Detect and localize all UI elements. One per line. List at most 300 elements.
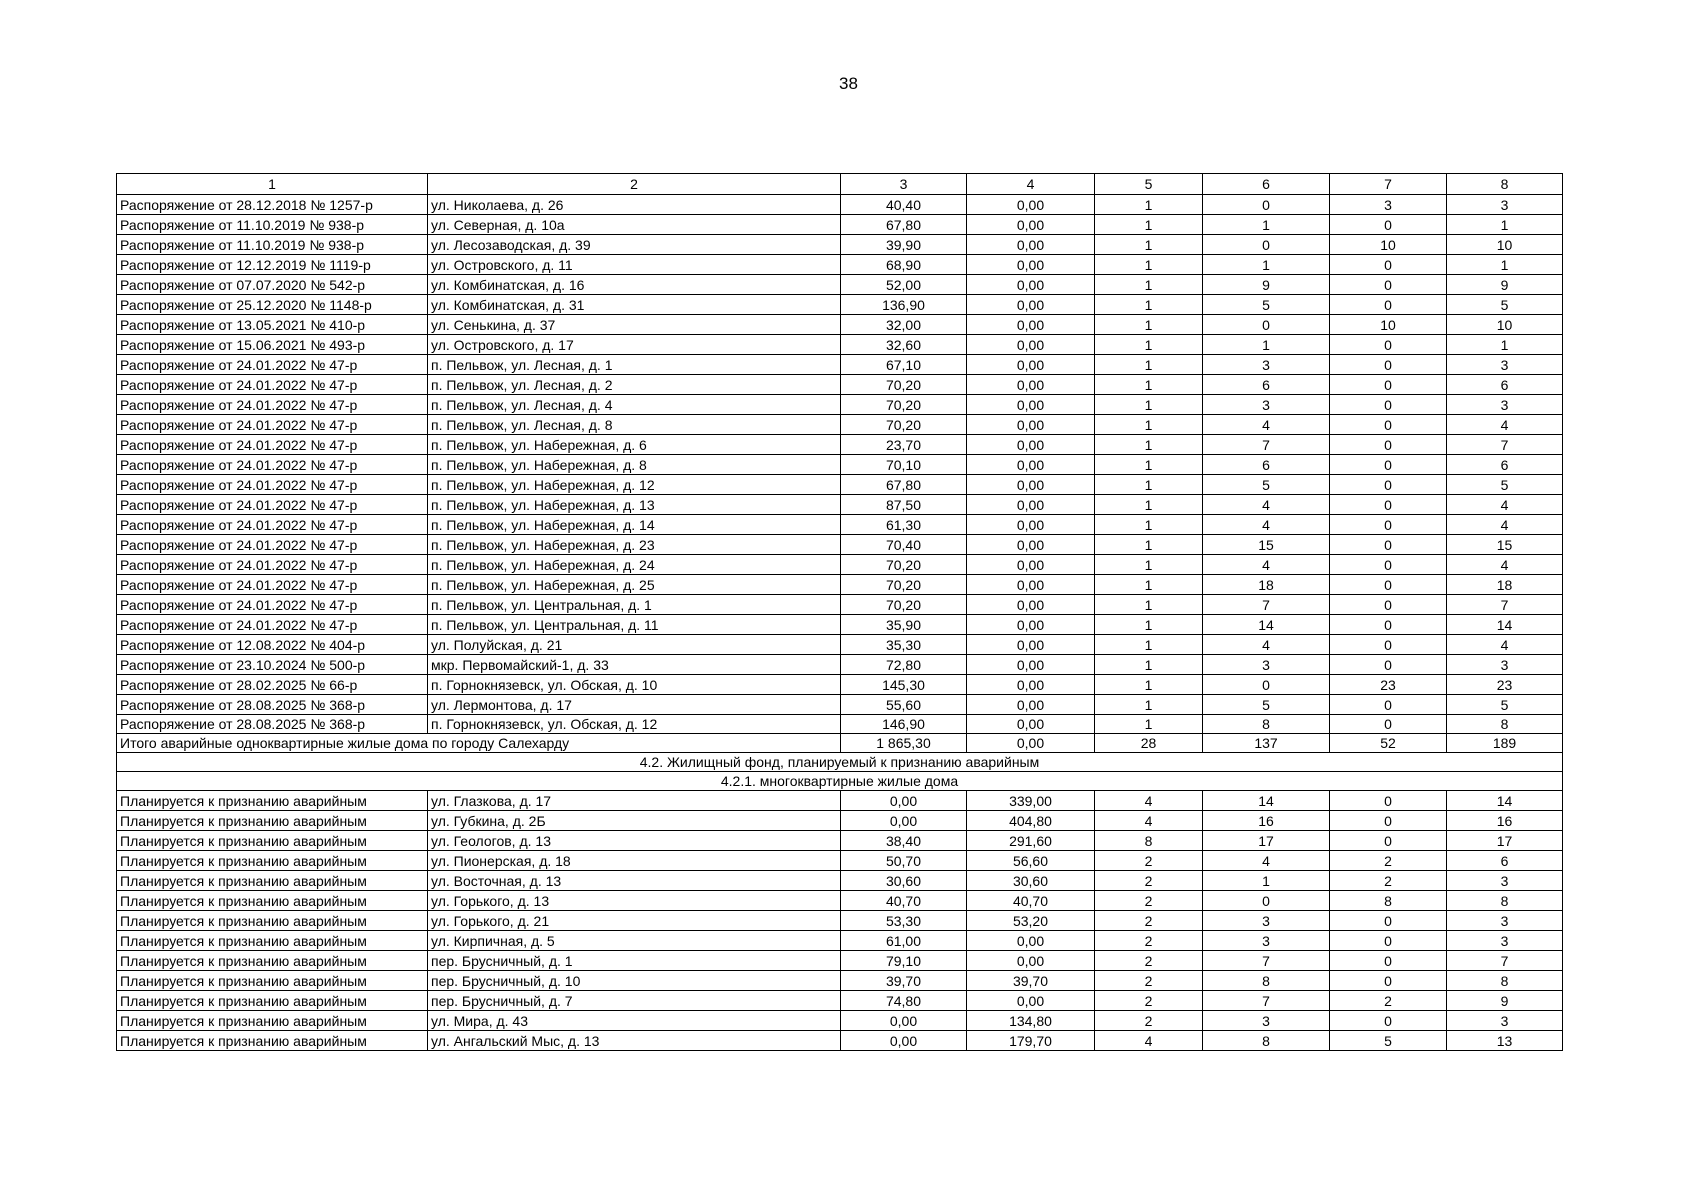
value-cell: 1 (1095, 575, 1203, 595)
address-cell: ул. Геологов, д. 13 (428, 831, 841, 851)
value-cell: 3 (1203, 395, 1330, 415)
value-cell: 0,00 (967, 655, 1095, 675)
basis-cell: Распоряжение от 28.12.2018 № 1257-р (117, 195, 428, 215)
basis-cell: Планируется к признанию аварийным (117, 971, 428, 991)
value-cell: 5 (1203, 295, 1330, 315)
value-cell: 3 (1447, 911, 1563, 931)
basis-cell: Планируется к признанию аварийным (117, 831, 428, 851)
value-cell: 4 (1203, 851, 1330, 871)
address-cell: ул. Островского, д. 11 (428, 255, 841, 275)
value-cell: 10 (1447, 235, 1563, 255)
value-cell: 52,00 (841, 275, 967, 295)
value-cell: 0 (1330, 635, 1447, 655)
value-cell: 0,00 (967, 595, 1095, 615)
value-cell: 1 (1095, 495, 1203, 515)
value-cell: 0 (1330, 435, 1447, 455)
value-cell: 0,00 (967, 295, 1095, 315)
value-cell: 0 (1330, 811, 1447, 831)
value-cell: 4 (1447, 415, 1563, 435)
value-cell: 0 (1330, 695, 1447, 715)
value-cell: 0 (1330, 595, 1447, 615)
basis-cell: Распоряжение от 15.06.2021 № 493-р (117, 335, 428, 355)
value-cell: 0,00 (967, 195, 1095, 215)
value-cell: 14 (1203, 615, 1330, 635)
basis-cell: Распоряжение от 24.01.2022 № 47-р (117, 615, 428, 635)
table-row (117, 615, 1563, 635)
value-cell: 0 (1330, 295, 1447, 315)
value-cell: 404,80 (967, 811, 1095, 831)
value-cell: 0,00 (967, 255, 1095, 275)
address-cell: п. Пельвож, ул. Набережная, д. 13 (428, 495, 841, 515)
value-cell: 0 (1330, 395, 1447, 415)
value-cell: 1 (1095, 235, 1203, 255)
value-cell: 0,00 (967, 991, 1095, 1011)
value-cell: 0,00 (967, 475, 1095, 495)
basis-cell: Планируется к признанию аварийным (117, 871, 428, 891)
value-cell: 8 (1447, 715, 1563, 734)
address-cell: п. Пельвож, ул. Центральная, д. 1 (428, 595, 841, 615)
value-cell: 1 (1095, 655, 1203, 675)
section-header-row (117, 753, 1563, 772)
value-cell: 35,90 (841, 615, 967, 635)
table-row (117, 435, 1563, 455)
table-row (117, 575, 1563, 595)
value-cell: 2 (1330, 871, 1447, 891)
basis-cell: Распоряжение от 24.01.2022 № 47-р (117, 575, 428, 595)
value-cell: 3 (1447, 195, 1563, 215)
value-cell: 3 (1447, 1011, 1563, 1031)
value-cell: 4 (1203, 635, 1330, 655)
value-cell: 23 (1447, 675, 1563, 695)
value-cell: 1 (1095, 675, 1203, 695)
value-cell: 0,00 (967, 635, 1095, 655)
table-row (117, 375, 1563, 395)
address-cell: п. Пельвож, ул. Набережная, д. 25 (428, 575, 841, 595)
value-cell: 1 (1447, 335, 1563, 355)
value-cell: 3 (1203, 911, 1330, 931)
basis-cell: Планируется к признанию аварийным (117, 891, 428, 911)
value-cell: 0 (1330, 215, 1447, 235)
value-cell: 2 (1330, 851, 1447, 871)
value-cell: 10 (1447, 315, 1563, 335)
table-row (117, 195, 1563, 215)
value-cell: 0,00 (967, 695, 1095, 715)
value-cell: 0,00 (841, 811, 967, 831)
basis-cell: Распоряжение от 24.01.2022 № 47-р (117, 515, 428, 535)
value-cell: 0,00 (967, 355, 1095, 375)
value-cell: 8 (1203, 971, 1330, 991)
basis-cell: Планируется к признанию аварийным (117, 1011, 428, 1031)
value-cell: 1 (1203, 335, 1330, 355)
table-row (117, 991, 1563, 1011)
value-cell: 8 (1095, 831, 1203, 851)
basis-cell: Планируется к признанию аварийным (117, 951, 428, 971)
value-cell: 0 (1203, 675, 1330, 695)
value-cell: 9 (1203, 275, 1330, 295)
value-cell: 0 (1330, 615, 1447, 635)
value-cell: 0 (1330, 515, 1447, 535)
table-row (117, 595, 1563, 615)
basis-cell: Распоряжение от 24.01.2022 № 47-р (117, 375, 428, 395)
value-cell: 53,20 (967, 911, 1095, 931)
value-cell: 10 (1330, 315, 1447, 335)
address-cell: п. Горнокнязевск, ул. Обская, д. 12 (428, 715, 841, 734)
basis-cell: Распоряжение от 24.01.2022 № 47-р (117, 475, 428, 495)
table-row (117, 675, 1563, 695)
value-cell: 0 (1203, 891, 1330, 911)
value-cell: 3 (1447, 395, 1563, 415)
address-cell: п. Пельвож, ул. Лесная, д. 4 (428, 395, 841, 415)
value-cell: 134,80 (967, 1011, 1095, 1031)
value-cell: 0,00 (967, 415, 1095, 435)
basis-cell: Распоряжение от 24.01.2022 № 47-р (117, 555, 428, 575)
value-cell: 70,20 (841, 575, 967, 595)
value-cell: 53,30 (841, 911, 967, 931)
section-title: 4.2. Жилищный фонд, планируемый к признанию аварийным (117, 753, 1563, 772)
basis-cell: Распоряжение от 12.08.2022 № 404-р (117, 635, 428, 655)
value-cell: 8 (1203, 715, 1330, 734)
value-cell: 1 (1095, 435, 1203, 455)
value-cell: 32,00 (841, 315, 967, 335)
value-cell: 8 (1447, 891, 1563, 911)
table-row (117, 635, 1563, 655)
value-cell: 5 (1447, 475, 1563, 495)
value-cell: 16 (1203, 811, 1330, 831)
subsection-title: 4.2.1. многоквартирные жилые дома (117, 772, 1563, 791)
value-cell: 2 (1095, 911, 1203, 931)
value-cell: 0 (1330, 831, 1447, 851)
value-cell: 7 (1447, 435, 1563, 455)
value-cell: 70,20 (841, 415, 967, 435)
basis-cell: Распоряжение от 24.01.2022 № 47-р (117, 435, 428, 455)
value-cell: 9 (1447, 275, 1563, 295)
value-cell: 179,70 (967, 1031, 1095, 1051)
column-number-header (117, 174, 1563, 195)
value-cell: 70,20 (841, 555, 967, 575)
column-header: 1 (117, 174, 428, 195)
value-cell: 0,00 (841, 791, 967, 811)
value-cell: 67,80 (841, 475, 967, 495)
value-cell: 7 (1203, 991, 1330, 1011)
value-cell: 10 (1330, 235, 1447, 255)
value-cell: 0 (1330, 375, 1447, 395)
value-cell: 3 (1447, 931, 1563, 951)
table-row (117, 891, 1563, 911)
address-cell: ул. Лесозаводская, д. 39 (428, 235, 841, 255)
value-cell: 0,00 (967, 615, 1095, 635)
table-row (117, 715, 1563, 734)
value-cell: 0,00 (967, 495, 1095, 515)
basis-cell: Распоряжение от 24.01.2022 № 47-р (117, 595, 428, 615)
subsection-header-row (117, 772, 1563, 791)
address-cell: п. Пельвож, ул. Лесная, д. 8 (428, 415, 841, 435)
address-cell: ул. Островского, д. 17 (428, 335, 841, 355)
address-cell: ул. Кирпичная, д. 5 (428, 931, 841, 951)
value-cell: 0 (1330, 275, 1447, 295)
column-header: 5 (1095, 174, 1203, 195)
value-cell: 1 (1095, 215, 1203, 235)
value-cell: 74,80 (841, 991, 967, 1011)
value-cell: 0 (1330, 791, 1447, 811)
value-cell: 1 (1095, 295, 1203, 315)
value-cell: 67,80 (841, 215, 967, 235)
value-cell: 8 (1447, 971, 1563, 991)
table-row (117, 695, 1563, 715)
value-cell: 0,00 (967, 515, 1095, 535)
value-cell: 1 (1095, 275, 1203, 295)
address-cell: п. Пельвож, ул. Набережная, д. 24 (428, 555, 841, 575)
value-cell: 2 (1095, 1011, 1203, 1031)
total-label: Итого аварийные одноквартирные жилые дома по городу Салехарду (117, 734, 841, 753)
value-cell: 6 (1203, 375, 1330, 395)
value-cell: 1 (1095, 315, 1203, 335)
address-cell: ул. Сенькина, д. 37 (428, 315, 841, 335)
table-row (117, 555, 1563, 575)
value-cell: 56,60 (967, 851, 1095, 871)
address-cell: п. Пельвож, ул. Лесная, д. 2 (428, 375, 841, 395)
address-cell: п. Пельвож, ул. Набережная, д. 14 (428, 515, 841, 535)
value-cell: 1 (1095, 595, 1203, 615)
value-cell: 39,90 (841, 235, 967, 255)
value-cell: 4 (1203, 415, 1330, 435)
total-value: 189 (1447, 734, 1563, 753)
value-cell: 1 (1203, 871, 1330, 891)
basis-cell: Распоряжение от 11.10.2019 № 938-р (117, 235, 428, 255)
value-cell: 0,00 (841, 1011, 967, 1031)
value-cell: 39,70 (967, 971, 1095, 991)
value-cell: 2 (1095, 931, 1203, 951)
value-cell: 3 (1203, 931, 1330, 951)
value-cell: 4 (1095, 811, 1203, 831)
table-row (117, 851, 1563, 871)
value-cell: 0 (1330, 335, 1447, 355)
value-cell: 0 (1330, 715, 1447, 734)
column-header: 6 (1203, 174, 1330, 195)
value-cell: 0,00 (967, 575, 1095, 595)
value-cell: 1 (1095, 615, 1203, 635)
value-cell: 0,00 (967, 435, 1095, 455)
column-header: 7 (1330, 174, 1447, 195)
column-header: 4 (967, 174, 1095, 195)
total-row (117, 734, 1563, 753)
value-cell: 14 (1447, 615, 1563, 635)
basis-cell: Планируется к признанию аварийным (117, 1031, 428, 1051)
value-cell: 0,00 (967, 375, 1095, 395)
value-cell: 136,90 (841, 295, 967, 315)
value-cell: 5 (1203, 695, 1330, 715)
value-cell: 0 (1330, 555, 1447, 575)
value-cell: 15 (1447, 535, 1563, 555)
basis-cell: Распоряжение от 24.01.2022 № 47-р (117, 415, 428, 435)
value-cell: 0 (1330, 575, 1447, 595)
value-cell: 0,00 (967, 315, 1095, 335)
value-cell: 87,50 (841, 495, 967, 515)
value-cell: 1 (1095, 535, 1203, 555)
table-row (117, 455, 1563, 475)
value-cell: 0,00 (967, 535, 1095, 555)
value-cell: 1 (1095, 375, 1203, 395)
table-row (117, 395, 1563, 415)
value-cell: 6 (1447, 375, 1563, 395)
value-cell: 1 (1095, 715, 1203, 734)
table-body (117, 174, 1563, 1051)
value-cell: 68,90 (841, 255, 967, 275)
table-row (117, 215, 1563, 235)
table-row (117, 791, 1563, 811)
value-cell: 0 (1330, 495, 1447, 515)
table-row (117, 255, 1563, 275)
address-cell: ул. Пионерская, д. 18 (428, 851, 841, 871)
value-cell: 2 (1095, 871, 1203, 891)
value-cell: 3 (1447, 355, 1563, 375)
value-cell: 4 (1095, 1031, 1203, 1051)
value-cell: 0 (1330, 255, 1447, 275)
housing-register-table (116, 173, 1563, 1051)
address-cell: ул. Северная, д. 10а (428, 215, 841, 235)
value-cell: 5 (1447, 295, 1563, 315)
address-cell: п. Пельвож, ул. Набережная, д. 6 (428, 435, 841, 455)
value-cell: 5 (1447, 695, 1563, 715)
value-cell: 4 (1447, 515, 1563, 535)
address-cell: п. Горнокнязевск, ул. Обская, д. 10 (428, 675, 841, 695)
value-cell: 61,30 (841, 515, 967, 535)
value-cell: 5 (1203, 475, 1330, 495)
value-cell: 0 (1203, 315, 1330, 335)
value-cell: 0 (1330, 931, 1447, 951)
value-cell: 50,70 (841, 851, 967, 871)
value-cell: 1 (1095, 515, 1203, 535)
value-cell: 67,10 (841, 355, 967, 375)
value-cell: 0 (1330, 455, 1447, 475)
value-cell: 9 (1447, 991, 1563, 1011)
value-cell: 0 (1330, 911, 1447, 931)
address-cell: п. Пельвож, ул. Центральная, д. 11 (428, 615, 841, 635)
table-row (117, 1011, 1563, 1031)
value-cell: 145,30 (841, 675, 967, 695)
total-value: 28 (1095, 734, 1203, 753)
value-cell: 13 (1447, 1031, 1563, 1051)
table-row (117, 1031, 1563, 1051)
value-cell: 0 (1203, 235, 1330, 255)
value-cell: 8 (1330, 891, 1447, 911)
value-cell: 1 (1095, 415, 1203, 435)
address-cell: ул. Комбинатская, д. 31 (428, 295, 841, 315)
value-cell: 1 (1095, 395, 1203, 415)
value-cell: 0 (1330, 1011, 1447, 1031)
address-cell: пер. Брусничный, д. 7 (428, 991, 841, 1011)
value-cell: 23,70 (841, 435, 967, 455)
address-cell: мкр. Первомайский-1, д. 33 (428, 655, 841, 675)
table-row (117, 295, 1563, 315)
table-row (117, 275, 1563, 295)
basis-cell: Планируется к признанию аварийным (117, 931, 428, 951)
value-cell: 15 (1203, 535, 1330, 555)
value-cell: 0,00 (967, 951, 1095, 971)
address-cell: п. Пельвож, ул. Набережная, д. 23 (428, 535, 841, 555)
value-cell: 6 (1447, 455, 1563, 475)
page-number: 38 (839, 74, 858, 93)
value-cell: 2 (1330, 991, 1447, 1011)
address-cell: ул. Губкина, д. 2Б (428, 811, 841, 831)
basis-cell: Планируется к признанию аварийным (117, 911, 428, 931)
table-row (117, 951, 1563, 971)
value-cell: 61,00 (841, 931, 967, 951)
value-cell: 1 (1203, 255, 1330, 275)
table-row (117, 515, 1563, 535)
basis-cell: Распоряжение от 28.08.2025 № 368-р (117, 695, 428, 715)
value-cell: 0,00 (967, 931, 1095, 951)
value-cell: 35,30 (841, 635, 967, 655)
table-row (117, 535, 1563, 555)
table-row (117, 415, 1563, 435)
table-row (117, 831, 1563, 851)
address-cell: ул. Глазкова, д. 17 (428, 791, 841, 811)
basis-cell: Распоряжение от 24.01.2022 № 47-р (117, 495, 428, 515)
value-cell: 3 (1330, 195, 1447, 215)
value-cell: 0 (1330, 655, 1447, 675)
value-cell: 0,00 (967, 455, 1095, 475)
value-cell: 2 (1095, 971, 1203, 991)
value-cell: 16 (1447, 811, 1563, 831)
value-cell: 39,70 (841, 971, 967, 991)
basis-cell: Распоряжение от 13.05.2021 № 410-р (117, 315, 428, 335)
value-cell: 70,10 (841, 455, 967, 475)
table-row (117, 495, 1563, 515)
table-row (117, 655, 1563, 675)
value-cell: 0,00 (967, 555, 1095, 575)
total-value: 137 (1203, 734, 1330, 753)
value-cell: 18 (1447, 575, 1563, 595)
value-cell: 0 (1330, 951, 1447, 971)
address-cell: ул. Восточная, д. 13 (428, 871, 841, 891)
value-cell: 40,40 (841, 195, 967, 215)
basis-cell: Распоряжение от 24.01.2022 № 47-р (117, 395, 428, 415)
address-cell: ул. Ангальский Мыс, д. 13 (428, 1031, 841, 1051)
value-cell: 0,00 (967, 395, 1095, 415)
value-cell: 1 (1447, 255, 1563, 275)
address-cell: пер. Брусничный, д. 10 (428, 971, 841, 991)
value-cell: 14 (1203, 791, 1330, 811)
value-cell: 1 (1203, 215, 1330, 235)
value-cell: 4 (1447, 495, 1563, 515)
value-cell: 7 (1203, 595, 1330, 615)
column-header: 8 (1447, 174, 1563, 195)
value-cell: 1 (1095, 195, 1203, 215)
basis-cell: Распоряжение от 28.08.2025 № 368-р (117, 715, 428, 734)
address-cell: ул. Полуйская, д. 21 (428, 635, 841, 655)
value-cell: 0 (1203, 195, 1330, 215)
value-cell: 7 (1203, 435, 1330, 455)
value-cell: 2 (1095, 991, 1203, 1011)
address-cell: ул. Комбинатская, д. 16 (428, 275, 841, 295)
value-cell: 0 (1330, 415, 1447, 435)
basis-cell: Планируется к признанию аварийным (117, 991, 428, 1011)
value-cell: 291,60 (967, 831, 1095, 851)
column-header: 2 (428, 174, 841, 195)
value-cell: 70,20 (841, 395, 967, 415)
value-cell: 146,90 (841, 715, 967, 734)
value-cell: 7 (1447, 595, 1563, 615)
value-cell: 1 (1095, 555, 1203, 575)
value-cell: 4 (1203, 495, 1330, 515)
value-cell: 0 (1330, 475, 1447, 495)
table-row (117, 871, 1563, 891)
value-cell: 7 (1203, 951, 1330, 971)
value-cell: 339,00 (967, 791, 1095, 811)
value-cell: 0 (1330, 971, 1447, 991)
address-cell: ул. Лермонтова, д. 17 (428, 695, 841, 715)
value-cell: 1 (1447, 215, 1563, 235)
